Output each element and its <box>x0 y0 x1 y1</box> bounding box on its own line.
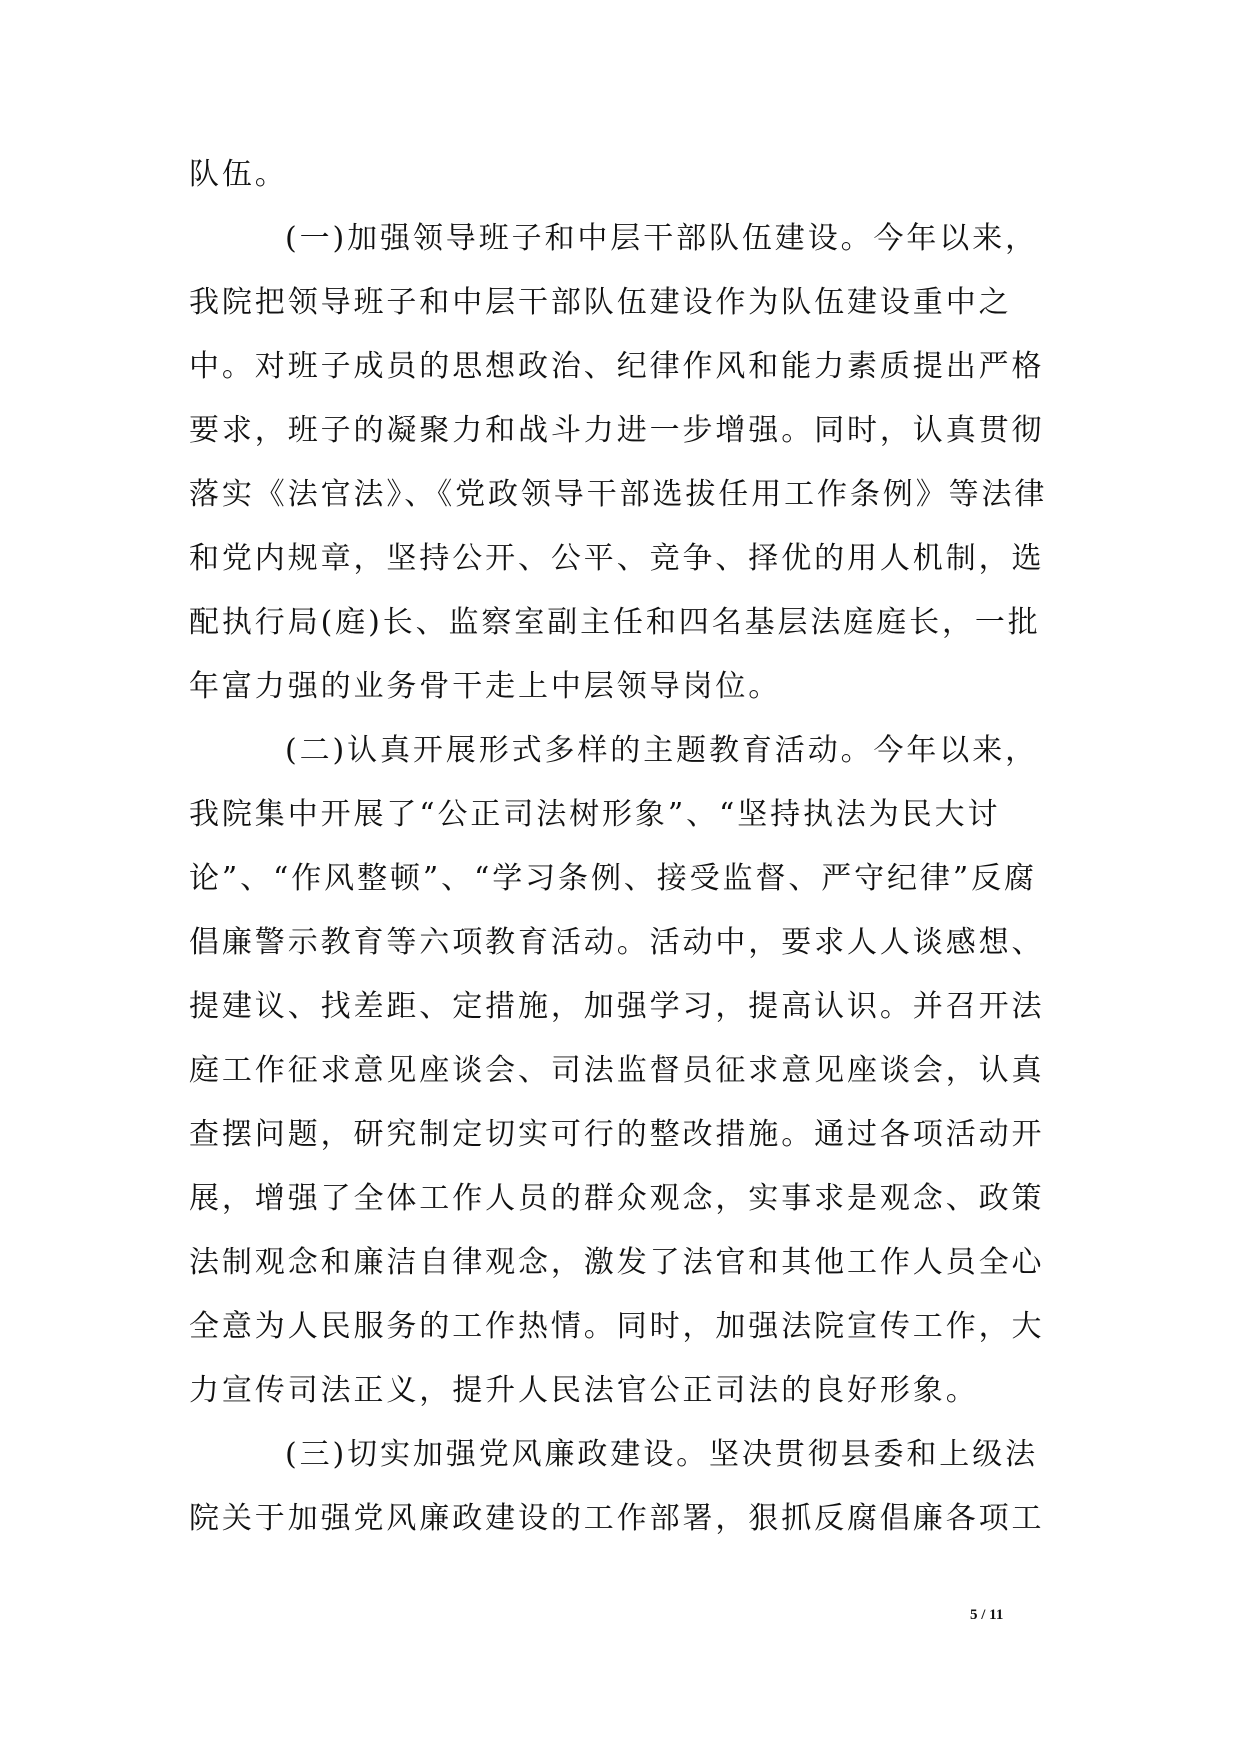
text-line: 中。对班子成员的思想政治、纪律作风和能力素质提出严格 <box>189 349 1045 384</box>
document-body <box>189 143 1049 1551</box>
text-line: 队伍。 <box>189 157 288 192</box>
text-line: 论”、“作风整顿”、“学习条例、接受监督、严守纪律”反腐 <box>189 861 1037 896</box>
text-line: 要求，班子的凝聚力和战斗力进一步增强。同时，认真贯彻 <box>189 413 1045 448</box>
paragraph-first-line: (三)切实加强党风廉政建设。坚决贯彻县委和上级法 <box>285 1437 1039 1472</box>
text-line: 全意为人民服务的工作热情。同时，加强法院宣传工作，大 <box>189 1309 1045 1344</box>
text-line: 庭工作征求意见座谈会、司法监督员征求意见座谈会，认真 <box>189 1053 1045 1088</box>
text-line: 展，增强了全体工作人员的群众观念，实事求是观念、政策 <box>189 1181 1045 1216</box>
text-line: 和党内规章，坚持公开、公平、竞争、择优的用人机制，选 <box>189 541 1045 576</box>
text-line: 配执行局(庭)长、监察室副主任和四名基层法庭庭长，一批 <box>189 605 1041 640</box>
text-line: 倡廉警示教育等六项教育活动。活动中，要求人人谈感想、 <box>189 925 1045 960</box>
text-line: 年富力强的业务骨干走上中层领导岗位。 <box>189 669 782 704</box>
text-line: 法制观念和廉洁自律观念，激发了法官和其他工作人员全心 <box>189 1245 1045 1280</box>
text-line: 落实《法官法》、《党政领导干部选拔任用工作条例》等法律 <box>189 477 1048 512</box>
page-number: 5 / 11 <box>970 1607 1004 1623</box>
paragraph-first-line: (二)认真开展形式多样的主题教育活动。今年以来， <box>285 733 1039 768</box>
text-line: 力宣传司法正义，提升人民法官公正司法的良好形象。 <box>189 1373 979 1408</box>
text-line: 查摆问题，研究制定切实可行的整改措施。通过各项活动开 <box>189 1117 1045 1152</box>
text-line: 院关于加强党风廉政建设的工作部署，狠抓反腐倡廉各项工 <box>189 1501 1045 1536</box>
text-line: 提建议、找差距、定措施，加强学习，提高认识。并召开法 <box>189 989 1045 1024</box>
text-line: 我院集中开展了“公正司法树形象”、“坚持执法为民大讨 <box>189 797 1001 832</box>
paragraph-first-line: (一)加强领导班子和中层干部队伍建设。今年以来， <box>285 221 1039 256</box>
text-line: 我院把领导班子和中层干部队伍建设作为队伍建设重中之 <box>189 285 1012 320</box>
